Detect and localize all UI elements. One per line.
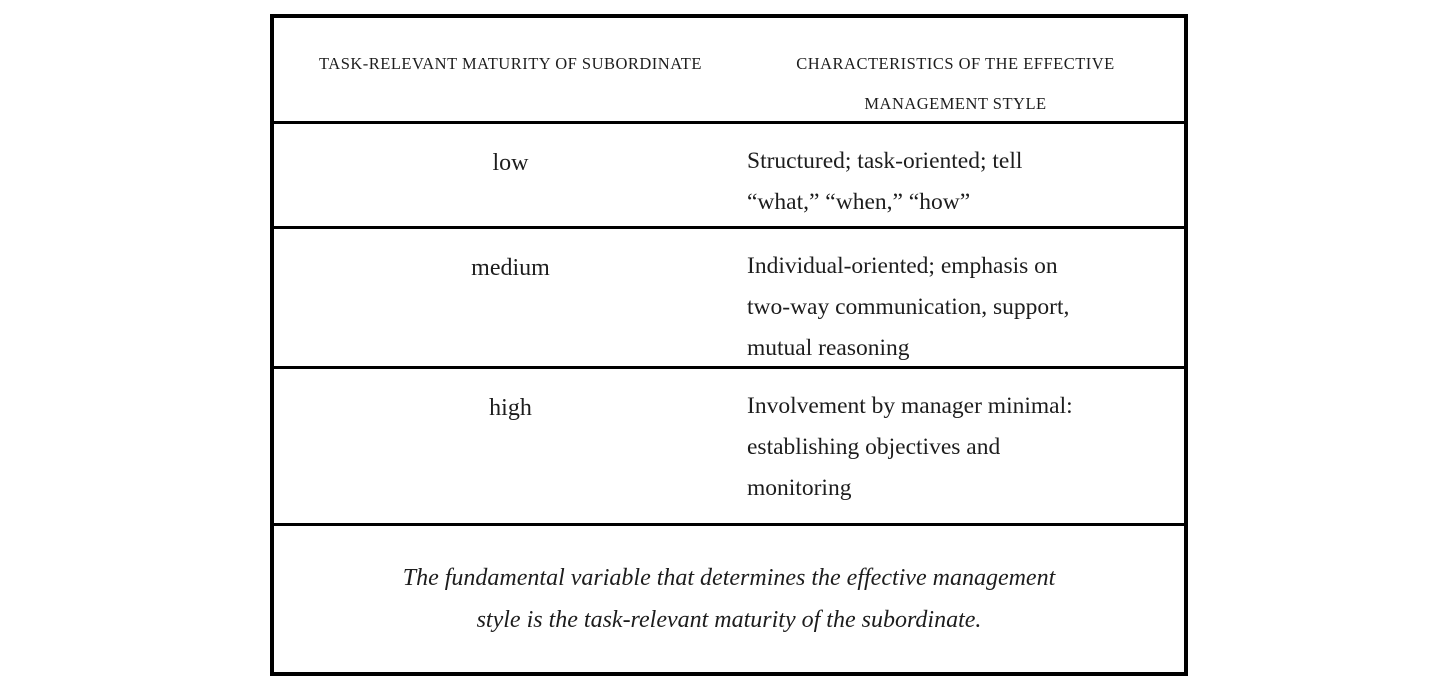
table-header-row xyxy=(274,18,1184,124)
characteristics-high-line-2: establishing objectives and xyxy=(747,434,1001,460)
table-row-low xyxy=(274,124,1184,229)
header-characteristics-line-1: CHARACTERISTICS OF THE EFFECTIVE xyxy=(796,54,1115,73)
characteristics-text-low xyxy=(747,124,1184,223)
characteristics-high-line-1: Involvement by manager minimal: xyxy=(747,393,1073,419)
header-maturity-label: TASK-RELEVANT MATURITY OF SUBORDINATE xyxy=(319,54,702,73)
characteristics-cell-high xyxy=(747,369,1184,523)
characteristics-cell-low xyxy=(747,124,1184,226)
maturity-cell-high xyxy=(274,369,747,523)
maturity-cell-medium xyxy=(274,229,747,366)
table-row-high xyxy=(274,369,1184,526)
maturity-value-medium: medium xyxy=(471,255,550,281)
management-style-table xyxy=(270,14,1188,676)
maturity-cell-low xyxy=(274,124,747,226)
header-characteristics-label xyxy=(747,18,1184,124)
characteristics-medium-line-1: Individual-oriented; emphasis on xyxy=(747,253,1058,279)
characteristics-medium-line-2: two-way communication, support, xyxy=(747,294,1070,320)
footnote-line-1: The fundamental variable that determines the effective management xyxy=(402,565,1056,591)
characteristics-high-line-3: monitoring xyxy=(747,475,852,501)
characteristics-text-medium xyxy=(747,229,1184,369)
header-characteristics-line-2: MANAGEMENT STYLE xyxy=(864,94,1047,113)
characteristics-low-line-1: Structured; task-oriented; tell xyxy=(747,148,1023,174)
footnote-line-2: style is the task-relevant maturity of the subordinate. xyxy=(476,607,982,633)
table-row-medium xyxy=(274,229,1184,369)
header-cell-characteristics xyxy=(747,18,1184,121)
table-footnote-row xyxy=(274,526,1184,672)
characteristics-medium-line-3: mutual reasoning xyxy=(747,335,910,361)
header-cell-maturity xyxy=(274,18,747,121)
characteristics-cell-medium xyxy=(747,229,1184,366)
maturity-value-low: low xyxy=(492,150,529,176)
maturity-value-high: high xyxy=(489,395,532,421)
characteristics-text-high xyxy=(747,369,1184,509)
footnote-text xyxy=(274,526,1184,672)
characteristics-low-line-2: “what,” “when,” “how” xyxy=(747,189,971,215)
